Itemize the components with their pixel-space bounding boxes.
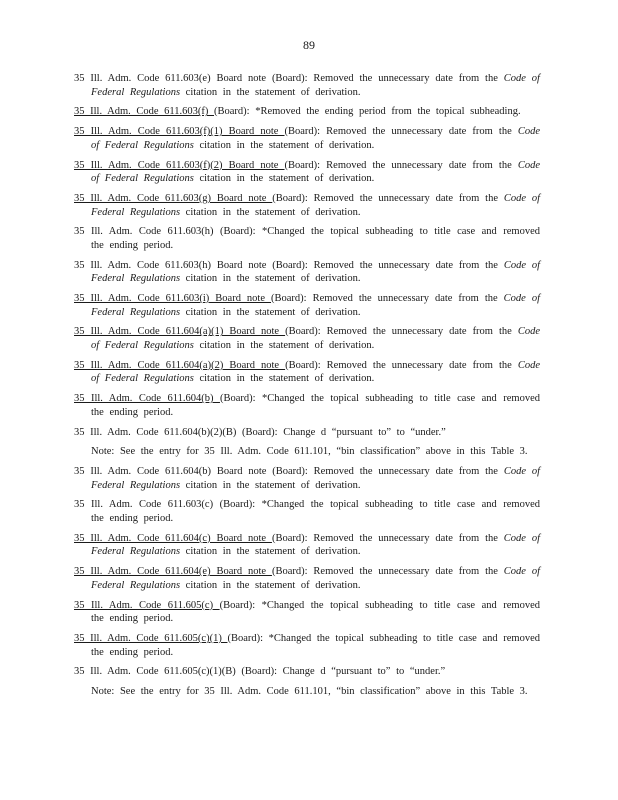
change-entry [74,292,540,319]
entry-description: (Board): Removed the unnecessary date from the [284,126,518,138]
section-reference: 35 Ill. Adm. Code 611.603(h) [74,226,214,238]
change-entry [74,225,540,252]
change-entry [74,325,540,352]
note-paragraph: Note: See the entry for 35 Ill. Adm. Code 611.101, “bin classification” above in this Table 3. [91,446,528,458]
section-reference: 35 Ill. Adm. Code 611.603(f) [74,106,215,118]
change-entry [74,105,540,119]
cfr-citation: Code of Federal Regulations [91,259,540,285]
entry-description-tail: citation in the statement of derivation. [180,479,361,491]
entry-description-tail: citation in the statement of derivation. [180,206,361,218]
cfr-citation: Code of Federal Regulations [91,192,540,218]
section-reference: 35 Ill. Adm. Code 611.603(h) Board note [74,259,267,271]
change-entry [74,565,540,592]
change-entry [74,599,540,626]
section-reference: 35 Ill. Adm. Code 611.603(e) Board note [74,73,267,84]
entry-description-tail: citation in the statement of derivation. [180,579,361,591]
entry-description-tail: citation in the statement of derivation. [180,273,361,285]
note-paragraph: Note: See the entry for 35 Ill. Adm. Code 611.101, “bin classification” above in this Table 3. [91,686,528,698]
entry-description-tail: citation in the statement of derivation. [180,546,361,558]
change-entry [74,465,540,492]
change-entry [74,192,540,219]
change-entry [74,259,540,286]
section-reference: 35 Ill. Adm. Code 611.603(f)(1) Board note [74,126,285,138]
change-entry [74,498,540,525]
cfr-citation: Code of Federal Regulations [91,326,540,351]
entry-description: (Board): Removed the unnecessary date from the [285,326,518,338]
section-reference: 35 Ill. Adm. Code 611.605(c)(1) [74,632,228,644]
entry-list [74,72,540,705]
cfr-citation: Code of Federal Regulations [91,73,540,98]
entry-description: (Board): *Changed the topical subheading to title case and removed the ending period. [91,632,540,658]
entry-description: (Board): *Removed the ending period from the topical subheading. [214,106,521,118]
change-entry [74,532,540,559]
change-entry [74,665,540,679]
entry-description: (Board): *Changed the topical subheading to title case and removed the ending period. [91,393,540,418]
section-reference: 35 Ill. Adm. Code 611.604(a)(2) Board note [74,359,286,371]
section-reference: 35 Ill. Adm. Code 611.604(a)(1) Board note [74,326,286,338]
entry-description-tail: citation in the statement of derivation. [193,173,375,185]
cfr-citation: Code of Federal Regulations [91,126,540,151]
page-number: 89 [303,38,315,52]
section-reference: 35 Ill. Adm. Code 611.604(b)(2)(B) [74,426,237,438]
change-entry [74,125,540,152]
cfr-citation: Code of Federal Regulations [91,293,540,318]
cfr-citation: Code of Federal Regulations [91,532,540,558]
entry-description-tail: citation in the statement of derivation. [180,86,361,98]
change-entry [74,159,540,186]
entry-description-tail: citation in the statement of derivation. [193,373,375,385]
entry-description: (Board): Removed the unnecessary date from the [271,293,504,305]
entry-description: (Board): *Changed the topical subheading to title case and removed the ending period. [91,499,540,525]
section-reference: 35 Ill. Adm. Code 611.604(b) Board note [74,466,267,478]
cfr-citation: Code of Federal Regulations [91,466,540,491]
entry-description-tail: citation in the statement of derivation. [193,340,375,351]
section-reference: 35 Ill. Adm. Code 611.603(f)(2) Board note [74,159,285,171]
cfr-citation: Code of Federal Regulations [91,359,540,385]
entry-description: (Board): Removed the unnecessary date from the [266,466,504,478]
entry-description: (Board): Removed the unnecessary date from the [271,566,504,578]
section-reference: 35 Ill. Adm. Code 611.604(e) Board note [74,566,272,578]
entry-description: (Board): Removed the unnecessary date from the [285,359,518,371]
entry-description: (Board): Change d “pursuant to” to “under.” [236,426,446,438]
change-entry [74,632,540,659]
entry-description: (Board): *Changed the topical subheading to title case and removed the ending period. [91,226,540,251]
section-reference: 35 Ill. Adm. Code 611.604(b) [74,393,220,405]
entry-description-tail: citation in the statement of derivation. [180,306,361,318]
entry-description: (Board): Change d “pursuant to” to “under.” [235,666,446,678]
entry-description: (Board): Removed the unnecessary date from the [272,192,504,204]
change-entry [74,392,540,419]
change-entry [74,426,540,440]
entry-description: (Board): Removed the unnecessary date from the [284,159,518,171]
section-reference: 35 Ill. Adm. Code 611.605(c) [74,599,220,611]
section-reference: 35 Ill. Adm. Code 611.603(c) [74,499,214,511]
change-entry [74,359,540,386]
entry-description: (Board): *Changed the topical subheading to title case and removed the ending period. [91,599,540,625]
entry-description: (Board): Removed the unnecessary date from the [266,259,504,271]
section-reference: 35 Ill. Adm. Code 611.604(c) Board note [74,532,272,544]
cfr-citation: Code of Federal Regulations [91,566,540,591]
entry-description: (Board): Removed the unnecessary date from the [266,73,504,84]
change-entry [74,72,540,99]
entry-description-tail: citation in the statement of derivation. [193,139,375,151]
section-reference: 35 Ill. Adm. Code 611.603(i) Board note [74,293,272,305]
cfr-citation: Code of Federal Regulations [91,159,540,185]
entry-description: (Board): Removed the unnecessary date from the [271,532,504,544]
section-reference: 35 Ill. Adm. Code 611.603(g) Board note [74,192,273,204]
section-reference: 35 Ill. Adm. Code 611.605(c)(1)(B) [74,666,236,678]
